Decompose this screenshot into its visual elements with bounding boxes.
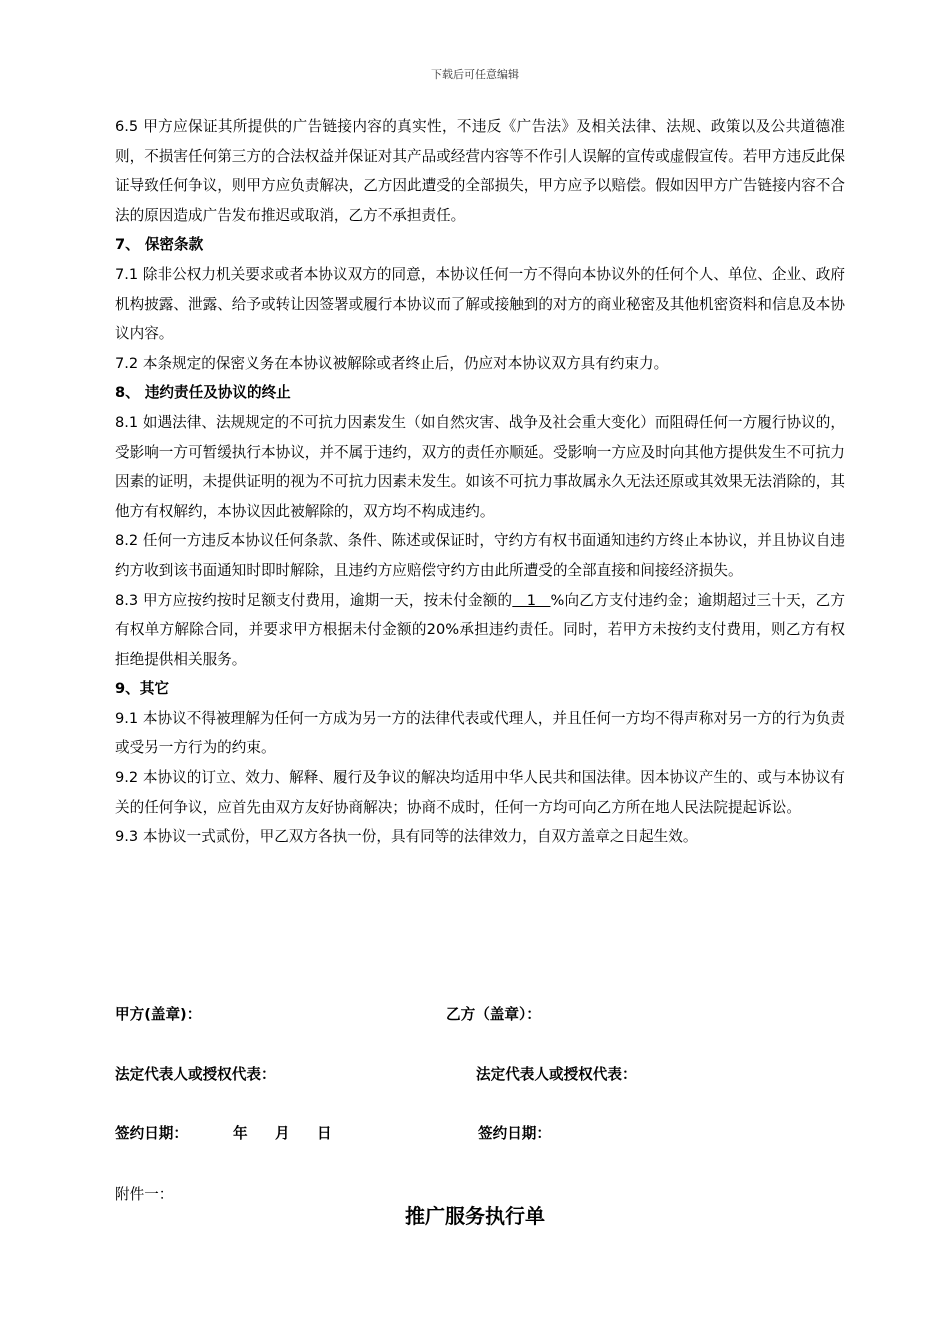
section-8-heading: 8、 违约责任及协议的终止 (115, 384, 291, 402)
section-7-heading: 7、 保密条款 (115, 236, 204, 254)
day-label: 日 (317, 1125, 332, 1142)
clause-8-3-part-b: %向乙方支付违约金；逾期超过三十天，乙方有权单方解除合同，并要求甲方根据未付金额的20%承担违约责任。同时，若甲方未按约支付费用，则乙方有权拒绝提供相关服务。 (115, 591, 845, 668)
month-label: 月 (275, 1125, 290, 1142)
party-b-representative-label: 法定代表人或授权代表： (476, 1066, 637, 1083)
clause-9-1: 9.1 本协议不得被理解为任何一方成为另一方的法律代表或代理人，并且任何一方均不得声称对另一方的行为负责或受另一方行为的约束。 (115, 709, 845, 757)
clause-7-1: 7.1 除非公权力机关要求或者本协议双方的同意，本协议任何一方不得向本协议外的任何个人、单位、企业、政府机构披露、泄露、给予或转让因签署或履行本协议而了解或接触到的对方的商业秘密及其他机密资料和信息及本协议内容。 (115, 265, 845, 343)
party-b-seal-label: 乙方（盖章）： (446, 1006, 541, 1023)
clause-8-1: 8.1 如遇法律、法规规定的不可抗力因素发生（如自然灾害、战争及社会重大变化）而阻碍任何一方履行协议的，受影响一方可暂缓执行本协议，并不属于违约，双方的责任亦顺延。受影响一方应及时向其他方提供发生不可抗力因素的证明，未提供证明的视为不可抗力因素未发生。如该不可抗力事故属永久无法还原或其效果无法消除的，其他方有权解约，本协议因此被解除的，双方均不构成违约。 (115, 413, 845, 520)
clause-7-2: 7.2 本条规定的保密义务在本协议被解除或者终止后，仍应对本协议双方具有约束力。 (115, 354, 669, 372)
clause-9-2: 9.2 本协议的订立、效力、解释、履行及争议的解决均适用中华人民共和国法律。因本协议产生的、或与本协议有关的任何争议，应首先由双方友好协商解决；协商不成时，任何一方均可向乙方所在地人民法院提起诉讼。 (115, 769, 845, 816)
year-label: 年 (233, 1125, 248, 1142)
party-a-date-label: 签约日期： (115, 1125, 188, 1142)
annex-label: 附件一： (115, 1186, 174, 1203)
clause-9-3: 9.3 本协议一式贰份，甲乙双方各执一份，具有同等的法律效力，自双方盖章之日起生效。 (115, 828, 698, 846)
page-header: 下载后可任意编辑 (431, 68, 519, 81)
penalty-rate-blank: 1 (512, 591, 551, 609)
party-b-date-label: 签约日期： (478, 1125, 551, 1142)
clause-8-3-part-a: 8.3 甲方应按约按时足额支付费用，逾期一天，按未付金额的 (115, 591, 513, 609)
party-a-seal-label: 甲方(盖章)： (115, 1006, 202, 1023)
section-9-heading: 9、其它 (115, 680, 169, 698)
contract-body (115, 112, 845, 852)
annex-title: 推广服务执行单 (405, 1204, 545, 1228)
clause-8-3 (115, 586, 845, 675)
clause-6-5: 6.5 甲方应保证其所提供的广告链接内容的真实性，不违反《广告法》及相关法律、法规、政策以及公共道德准则，不损害任何第三方的合法权益并保证对其产品或经营内容等不作引人误解的宣传或虚假宣传。若甲方违反此保证导致任何争议，则甲方应负责解决，乙方因此遭受的全部损失，甲方应予以赔偿。假如因甲方广告链接内容不合法的原因造成广告发布推迟或取消，乙方不承担责任。 (115, 118, 845, 224)
party-a-representative-label: 法定代表人或授权代表： (115, 1066, 276, 1083)
clause-8-2: 8.2 任何一方违反本协议任何条款、条件、陈述或保证时，守约方有权书面通知违约方终止本协议，并且协议自违约方收到该书面通知时即时解除，且违约方应赔偿守约方由此所遭受的全部直接和间接经济损失。 (115, 532, 845, 579)
party-a-date-fields (233, 1122, 332, 1143)
